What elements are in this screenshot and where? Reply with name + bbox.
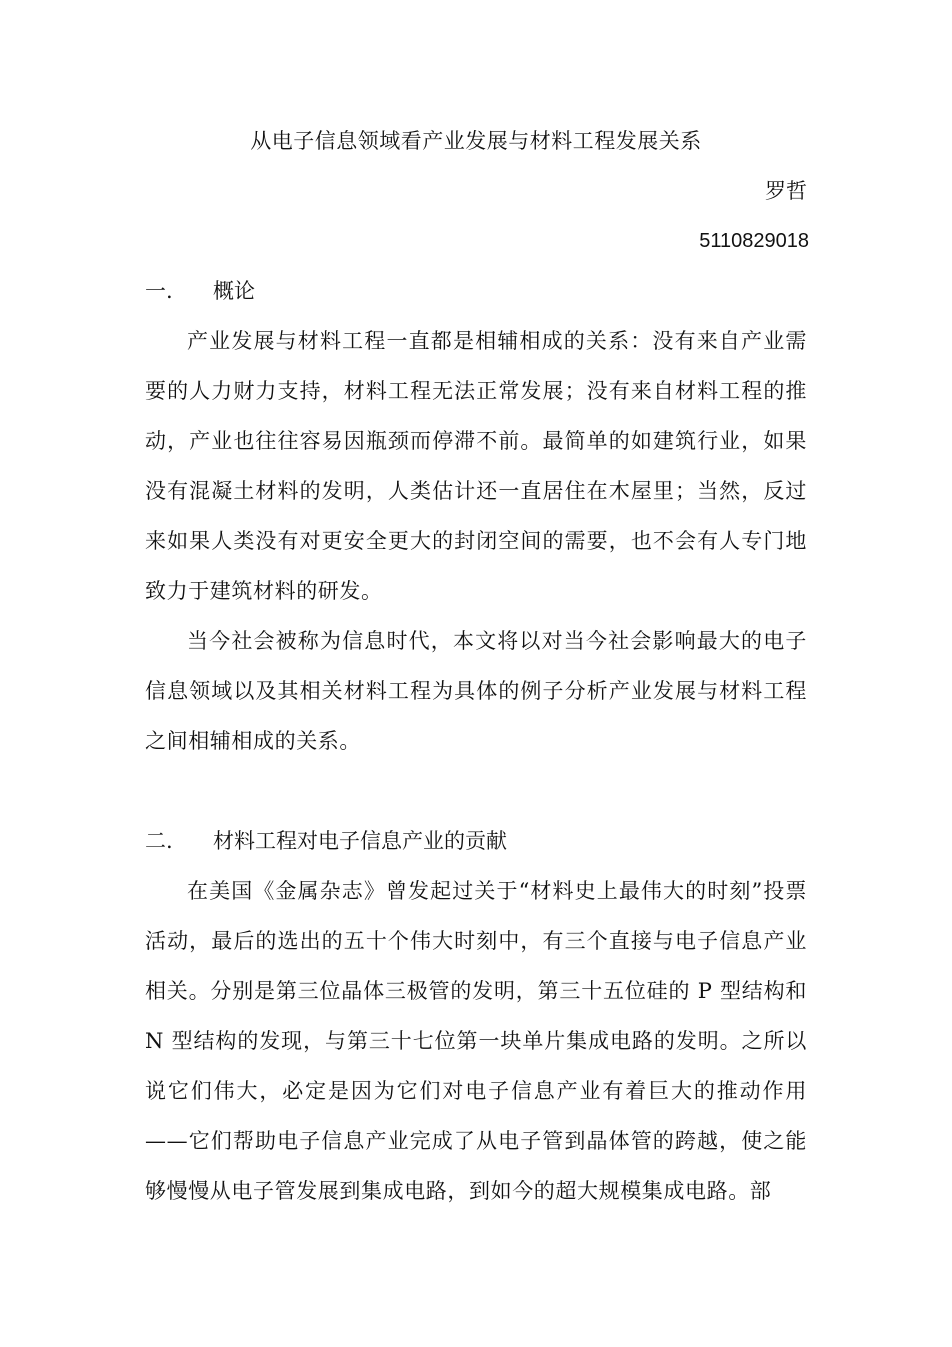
document-title: 从电子信息领域看产业发展与材料工程发展关系 xyxy=(250,129,702,153)
section-title: 材料工程对电子信息产业的贡献 xyxy=(213,829,507,853)
section-number: 一. xyxy=(145,279,173,303)
section-heading-1 xyxy=(145,276,255,306)
paragraph: 产业发展与材料工程一直都是相辅相成的关系：没有来自产业需要的人力财力支持，材料工程无法正常发展；没有来自材料工程的推动，产业也往往容易因瓶颈而停滞不前。最简单的如建筑行业，如果没有混凝土材料的发明，人类估计还一直居住在木屋里；当然，反过来如果人类没有对更安全更大的封闭空间的需要，也不会有人专门地致力于建筑材料的研发。 xyxy=(145,329,807,603)
author-name: 罗哲 xyxy=(765,179,807,203)
student-id: 5110829018 xyxy=(699,230,809,252)
paragraph: 当今社会被称为信息时代，本文将以对当今社会影响最大的电子信息领域以及其相关材料工程为具体的例子分析产业发展与材料工程之间相辅相成的关系。 xyxy=(145,629,807,753)
section-number: 二. xyxy=(145,829,173,853)
paragraph: 在美国《金属杂志》曾发起过关于“材料史上最伟大的时刻”投票活动，最后的选出的五十个伟大时刻中，有三个直接与电子信息产业相关。分别是第三位晶体三极管的发明，第三十五位硅的 P 型结构和 N 型结构的发现，与第三十七位第一块单片集成电路的发明。之所以说它们伟大，必定是因为它们对电子信息产业有着巨大的推动作用——它们帮助电子信息产业完成了从电子管到晶体管的跨越，使之能够慢慢从电子管发展到集成电路，到如今的超大规模集成电路。部 xyxy=(145,879,807,1203)
section-title: 概论 xyxy=(213,279,255,303)
section-heading-2 xyxy=(145,826,507,856)
